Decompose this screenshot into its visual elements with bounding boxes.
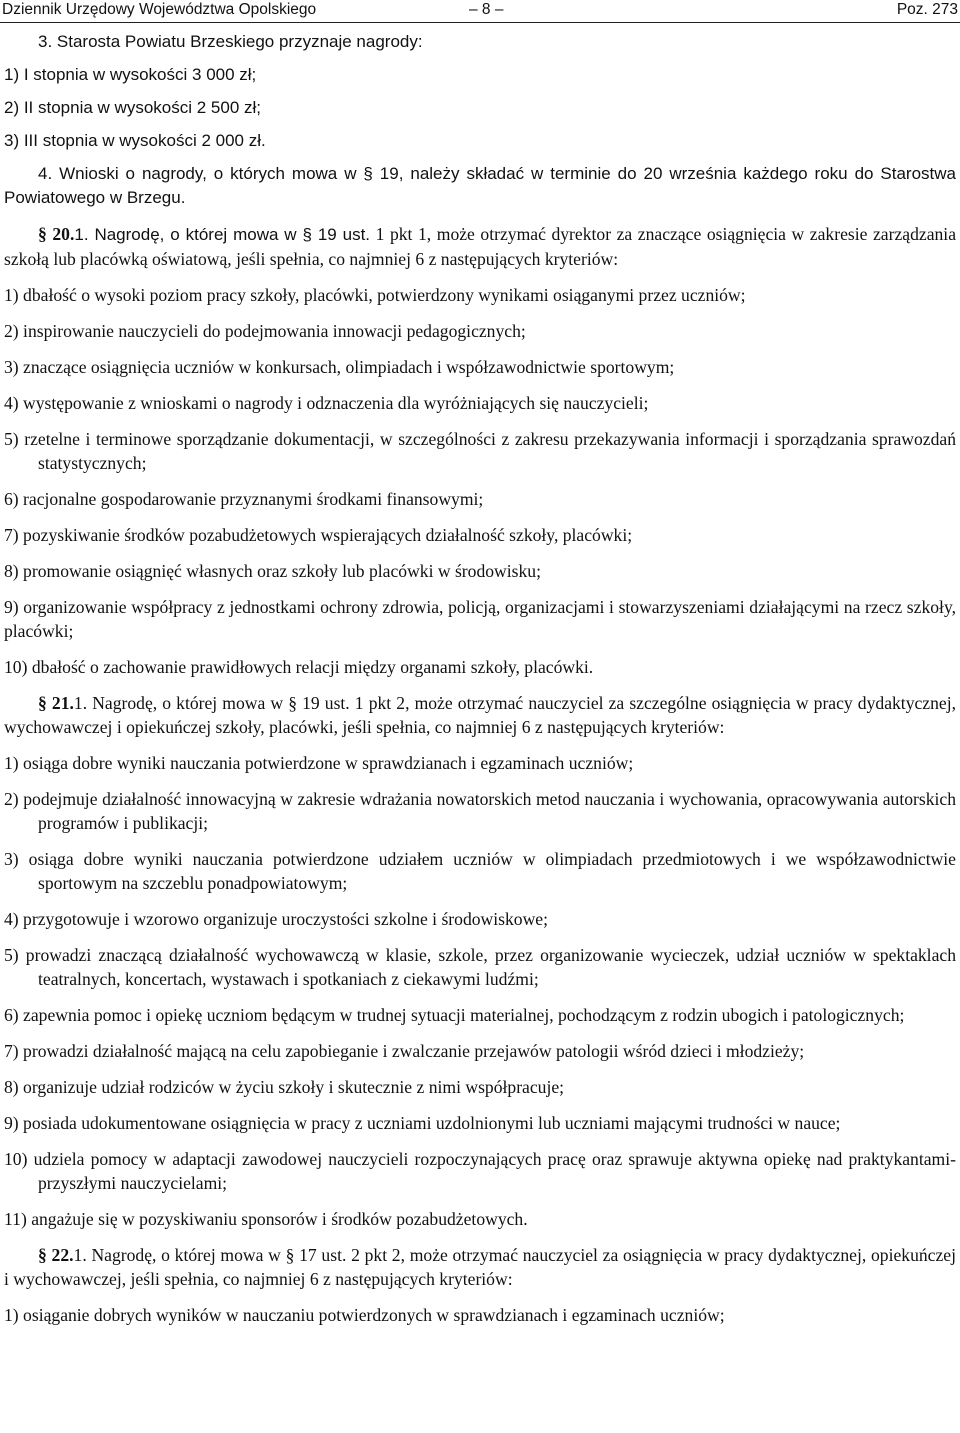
page-header: [0, 0, 960, 23]
section-22-lead-text: 1. Nagrodę, o której mowa w § 17 ust. 2 pkt 2, może otrzymać nauczyciel za osiągnięcia w pracy dydaktycznej, opiekuńczej i wychowawczej, jeśli spełnia, co najmniej 6 z następujących kryteriów:: [4, 1245, 956, 1289]
section-21-lead: § 21.1. Nagrodę, o której mowa w § 19 ust. 1 pkt 2, może otrzymać nauczyciel za szczególne osiągnięcia w pracy dydaktycznej, wychowawczej i opiekuńczej szkoły, placówki, jeśli spełnia, co najmniej 6 z następujących kryteriów:: [4, 693, 957, 737]
s20-item-7: 7) pozyskiwanie środków pozabudżetowych wspierających działalność szkoły, placówki;: [4, 525, 633, 545]
s21-item-3: 3) osiąga dobre wyniki nauczania potwierdzone udziałem uczniów w olimpiadach przedmiotowych i we współzawodnictwie sportowym na szczeblu ponadpowiatowym;: [4, 849, 956, 893]
award-item-3: 3) III stopnia w wysokości 2 000 zł.: [4, 131, 266, 150]
s21-item-6: 6) zapewnia pomoc i opiekę uczniom będącym w trudnej sytuacji materialnej, pochodzącym z rodzin ubogich i patologicznych;: [4, 1005, 905, 1025]
section-20-lead-sans: 1. Nagrodę, o której mowa w § 19 ust.: [74, 225, 371, 244]
section-22-lead: § 22.1. Nagrodę, o której mowa w § 17 ust. 2 pkt 2, może otrzymać nauczyciel za osiągnięcia w pracy dydaktycznej, opiekuńczej i wychowawczej, jeśli spełnia, co najmniej 6 z następujących kryteriów:: [4, 1245, 956, 1289]
s21-item-5: 5) prowadzi znaczącą działalność wychowawczą w klasie, szkole, przez organizowanie wycieczek, udział uczniów w spektaklach teatralnych, koncertach, wystawach i spotkaniach z ciekawymi ludźmi;: [4, 945, 956, 989]
s20-item-2: 2) inspirowanie nauczycieli do podejmowania innowacji pedagogicznych;: [4, 321, 526, 341]
position-number: Poz. 273: [896, 1, 958, 18]
s20-item-10: 10) dbałość o zachowanie prawidłowych relacji między organami szkoły, placówki.: [4, 657, 594, 677]
paragraph-4: 4. Wnioski o nagrody, o których mowa w § 19, należy składać w terminie do 20 września każdego roku do Starostwa Powiatowego w Brzegu.: [4, 164, 956, 207]
document-body: [4, 30, 956, 1327]
s20-item-1: 1) dbałość o wysoki poziom pracy szkoły, placówki, potwierdzony wynikami osiąganymi przez uczniów;: [4, 285, 746, 305]
s21-item-1: 1) osiąga dobre wyniki nauczania potwierdzone w sprawdzianach i egzaminach uczniów;: [4, 753, 634, 773]
s20-item-4: 4) występowanie z wnioskami o nagrody i odznaczenia dla wyróżniających się nauczycieli;: [4, 393, 649, 413]
s20-item-5: 5) rzetelne i terminowe sporządzanie dokumentacji, w szczególności z zakresu przekazywania informacji i sporządzania sprawozdań statystycznych;: [4, 429, 956, 473]
s20-item-9: 9) organizowanie współpracy z jednostkami ochrony zdrowia, policją, organizacjami i stowarzyszeniami działającymi na rzecz szkoły, placówki;: [4, 597, 956, 641]
section-22-number: 22.: [51, 1245, 74, 1265]
s21-item-9: 9) posiada udokumentowane osiągnięcia w pracy z uczniami uzdolnionymi lub uczniami mającymi trudności w nauce;: [4, 1113, 841, 1133]
s22-item-1: 1) osiąganie dobrych wyników w nauczaniu potwierdzonych w sprawdzianach i egzaminach uczniów;: [4, 1305, 725, 1325]
paragraph-3: 3. Starosta Powiatu Brzeskiego przyznaje nagrody:: [38, 32, 423, 51]
section-20-number: 20.: [52, 224, 75, 244]
page-number: – 8 –: [469, 1, 504, 18]
s21-item-10: 10) udziela pomocy w adaptacji zawodowej nauczycieli rozpoczynających pracę oraz sprawuje aktywna opiekę nad praktykantami- przyszłymi nauczycielami;: [4, 1149, 956, 1193]
s21-item-2: 2) podejmuje działalność innowacyjną w zakresie wdrażania nowatorskich metod nauczania i wychowania, opracowywania autorskich programów i publikacji;: [4, 789, 956, 833]
s21-item-11: 11) angażuje się w pozyskiwaniu sponsorów i środków pozabudżetowych.: [4, 1209, 528, 1229]
s20-item-3: 3) znaczące osiągnięcia uczniów w konkursach, olimpiadach i współzawodnictwie sportowym;: [4, 357, 675, 377]
s21-item-4: 4) przygotowuje i wzorowo organizuje uroczystości szkolne i środowiskowe;: [4, 909, 548, 929]
award-item-1: 1) I stopnia w wysokości 3 000 zł;: [4, 65, 257, 84]
journal-title: Dziennik Urzędowy Województwa Opolskiego: [2, 1, 317, 18]
award-item-2: 2) II stopnia w wysokości 2 500 zł;: [4, 98, 262, 117]
section-21-number: 21.: [51, 693, 74, 713]
s20-item-6: 6) racjonalne gospodarowanie przyznanymi środkami finansowymi;: [4, 489, 484, 509]
s21-item-8: 8) organizuje udział rodziców w życiu szkoły i skutecznie z nimi współpracuje;: [4, 1077, 565, 1097]
section-20-lead-rest: 1 pkt 1, może otrzymać dyrektor za znaczące osiągnięcia w zakresie zarządzania szkołą lub placówką oświatową, jeśli spełnia, co najmniej 6 z następujących kryteriów:: [4, 224, 957, 269]
section-21-lead-text: 1. Nagrodę, o której mowa w § 19 ust. 1 pkt 2, może otrzymać nauczyciel za szczególne osiągnięcia w pracy dydaktycznej, wychowawczej i opiekuńczej szkoły, placówki, jeśli spełnia, co najmniej 6 z następujących kryteriów:: [4, 693, 957, 737]
s21-item-7: 7) prowadzi działalność mającą na celu zapobieganie i zwalczanie przejawów patologii wśród dzieci i młodzieży;: [4, 1041, 805, 1061]
s20-item-8: 8) promowanie osiągnięć własnych oraz szkoły lub placówki w środowisku;: [4, 561, 541, 581]
section-20-lead: § 20.1. Nagrodę, o której mowa w § 19 ust. 1 pkt 1, może otrzymać dyrektor za znaczące osiągnięcia w zakresie zarządzania szkołą lub placówką oświatową, jeśli spełnia, co najmniej 6 z następujących kryteriów:: [4, 224, 957, 269]
